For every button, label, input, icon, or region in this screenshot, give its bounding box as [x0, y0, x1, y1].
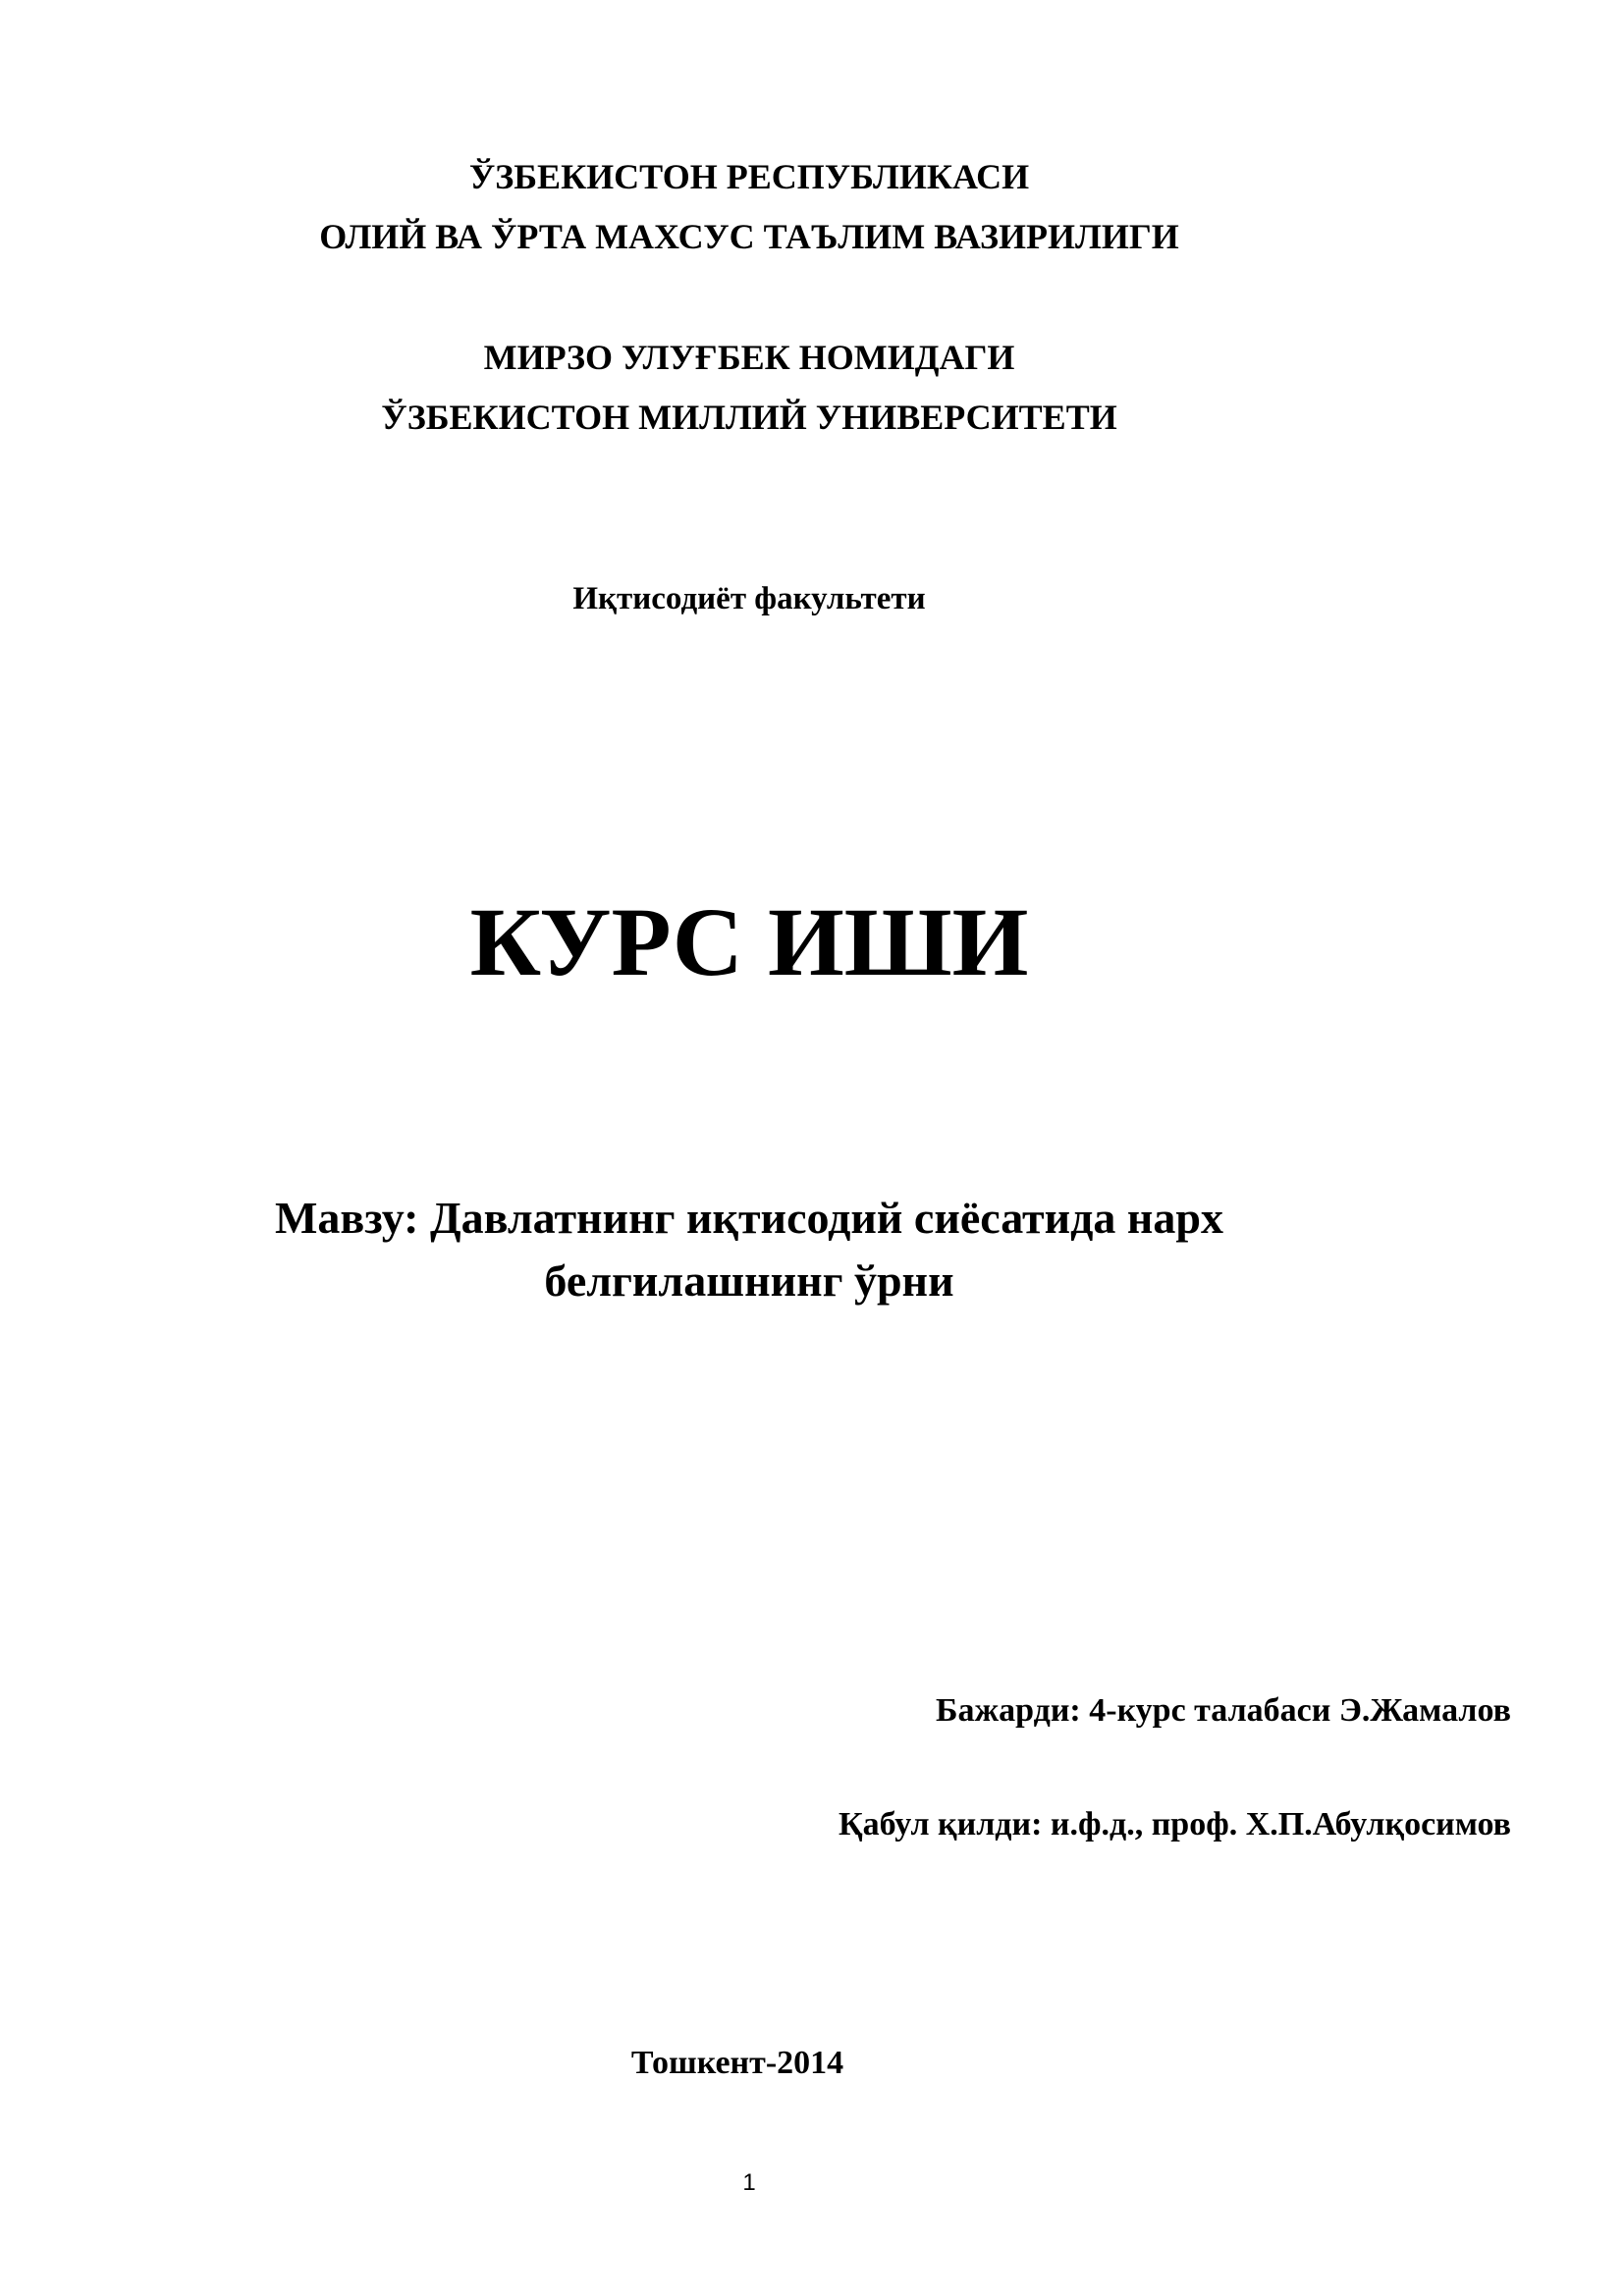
page-number: 1 [742, 2169, 756, 2196]
city-year: Тошкент-2014 [630, 2045, 844, 2081]
university-name-line1: МИРЗО УЛУҒБЕК НОМИДАГИ [483, 338, 1015, 377]
performed-by: Бажарди: 4-курс талабаси Э.Жамалов [936, 1692, 1511, 1729]
topic-line2: белгилашнинг ўрни [544, 1255, 954, 1306]
ministry-heading: ОЛИЙ ВА ЎРТА МАХСУС ТАЪЛИМ ВАЗИРИЛИГИ [319, 217, 1179, 256]
accepted-by: Қабул қилди: и.ф.д., проф. Х.П.Абулқосимов [838, 1806, 1511, 1842]
republic-heading: ЎЗБЕКИСТОН РЕСПУБЛИКАСИ [468, 157, 1030, 196]
document-title: КУРС ИШИ [469, 887, 1029, 996]
topic-line1: Мавзу: Давлатнинг иқтисодий сиёсатида нарх [274, 1193, 1224, 1243]
faculty-name: Иқтисодиёт факультети [572, 581, 926, 616]
university-name-line2: ЎЗБЕКИСТОН МИЛЛИЙ УНИВЕРСИТЕТИ [381, 398, 1117, 437]
